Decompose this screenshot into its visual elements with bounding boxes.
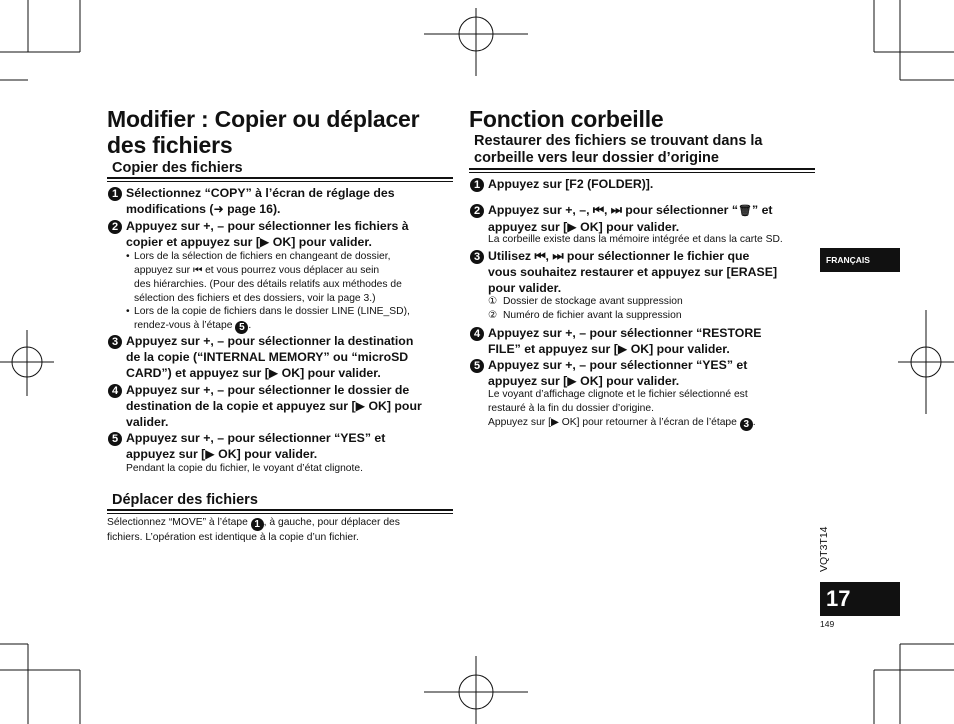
- right-step-5: [488, 357, 818, 389]
- restore-heading-rule: [469, 168, 815, 173]
- step-number-2: 2: [108, 220, 122, 234]
- left-step-3: [126, 333, 456, 381]
- left-step-3-line3: CARD”) et appuyez sur [▶ OK] pour valider.: [126, 366, 381, 380]
- left-step-3-line1: Appuyez sur +, – pour sélectionner la destination: [126, 334, 414, 348]
- page-number-tab: [820, 582, 900, 616]
- copy-heading-rule: [107, 177, 453, 182]
- right-step-3: [488, 248, 818, 296]
- left-title-line1: Modifier : Copier ou déplacer: [107, 106, 420, 132]
- move-heading-rule: [107, 509, 453, 514]
- right-step-5-note-line3: [488, 416, 818, 431]
- copy-heading: Copier des fichiers: [112, 160, 243, 176]
- circled-2: ②: [488, 310, 498, 321]
- right-step-3-line2: vous souhaitez restaurer et appuyez sur [ERASE]: [488, 265, 778, 279]
- right-step-2-line2: appuyez sur [▶ OK] pour valider.: [488, 220, 680, 234]
- language-tab-label: FRANÇAIS: [826, 255, 870, 265]
- right-step-2-text-b: ” et: [752, 203, 773, 217]
- left-step-5-line1: Appuyez sur +, – pour sélectionner “YES” et: [126, 431, 386, 445]
- right-step-number-2: 2: [470, 204, 484, 218]
- move-paragraph: [107, 516, 453, 545]
- right-step-4-line1: Appuyez sur +, – pour sélectionner “RESTORE: [488, 326, 762, 340]
- left-step-2-line2: copier et appuyez sur [▶ OK] pour valider.: [126, 235, 372, 249]
- move-heading: Déplacer des fichiers: [112, 492, 258, 508]
- right-step-number-1: 1: [470, 178, 484, 192]
- right-step-5-note-line1: Le voyant d’affichage clignote et le fichier sélectionné est: [488, 389, 748, 400]
- step-number-3: 3: [108, 335, 122, 349]
- right-step-2-note: La corbeille existe dans la mémoire intégrée et dans la carte SD.: [488, 234, 783, 245]
- right-step-4: [488, 325, 818, 357]
- right-step-5-note-line3-end: .: [752, 417, 756, 428]
- right-step-number-4: 4: [470, 327, 484, 341]
- bullet-2: • Lors de la copie de fichiers dans le dossier LINE (LINE_SD), rendez-vous à l’étape 5 .: [134, 305, 454, 334]
- left-step-1-line1: Sélectionnez “COPY” à l’écran de réglage des: [126, 186, 395, 200]
- bullet-1-line2: appuyez sur ⏮ et vous pourrez vous déplacer au sein: [134, 265, 380, 276]
- left-step-2-line1: Appuyez sur +, – pour sélectionner les fichiers à: [126, 219, 409, 233]
- move-paragraph-line1: [107, 516, 453, 531]
- bullet-1-line4: sélection des fichiers et des dossiers, voir la page 3.): [134, 293, 376, 304]
- right-step-number-3: 3: [470, 250, 484, 264]
- right-step-3-note-2: [488, 309, 683, 323]
- page-number: 17: [826, 586, 851, 611]
- total-page-number: 149: [820, 619, 835, 629]
- step-number-4: 4: [108, 384, 122, 398]
- right-step-number-5: 5: [470, 359, 484, 373]
- left-step-5-note: Pendant la copie du fichier, le voyant d’état clignote.: [126, 463, 363, 474]
- right-step-5-line1: Appuyez sur +, – pour sélectionner “YES” et: [488, 358, 748, 372]
- trash-icon: 🗑: [738, 205, 752, 217]
- step-number-1: 1: [108, 187, 122, 201]
- right-step-3-line3: pour valider.: [488, 281, 562, 295]
- left-title: [107, 106, 419, 158]
- move-paragraph-text-b: , à gauche, pour déplacer des: [263, 517, 400, 528]
- right-step-3-note-2-text: Numéro de fichier avant la suppression: [502, 310, 682, 321]
- move-paragraph-text-a: Sélectionnez “MOVE” à l’étape: [107, 517, 248, 528]
- bullet-2-line2-text: rendez-vous à l’étape: [134, 320, 233, 331]
- circled-1: ①: [488, 296, 498, 307]
- left-step-2: [126, 218, 456, 250]
- step-ref-5: 5: [235, 321, 248, 334]
- restore-heading: [474, 133, 763, 167]
- bullet-1-line3: des hiérarchies. (Pour des détails relatifs aux méthodes de: [134, 279, 402, 290]
- right-step-4-line2: FILE” et appuyez sur [▶ OK] pour valider.: [488, 342, 730, 356]
- right-step-3-line1: Utilisez ⏮, ⏭ pour sélectionner le fichier que: [488, 249, 750, 263]
- bullet-2-line1: Lors de la copie de fichiers dans le dossier LINE (LINE_SD),: [134, 306, 410, 317]
- left-step-3-line2: de la copie (“INTERNAL MEMORY” ou “microSD: [126, 350, 409, 364]
- right-step-3-notes: [488, 295, 683, 323]
- right-step-2: [488, 202, 818, 235]
- right-step-5-note-line3-text: Appuyez sur [▶ OK] pour retourner à l’écran de l’étape: [488, 417, 737, 428]
- left-step-4-line1: Appuyez sur +, – pour sélectionner le dossier de: [126, 383, 410, 397]
- left-step-5: [126, 430, 456, 462]
- language-tab: [820, 248, 900, 272]
- right-step-5-note: [488, 388, 818, 431]
- right-step-1: Appuyez sur [F2 (FOLDER)].: [488, 177, 654, 191]
- left-step-1: [126, 185, 456, 217]
- step-number-5: 5: [108, 432, 122, 446]
- left-step-4: [126, 382, 456, 430]
- right-step-3-note-1-text: Dossier de stockage avant suppression: [502, 296, 683, 307]
- move-paragraph-line2: fichiers. L’opération est identique à la copie d’un fichier.: [107, 532, 359, 543]
- right-step-3-note-1: [488, 295, 683, 309]
- right-step-2-line1: [488, 202, 818, 219]
- left-step-1-line2: modifications (➜ page 16).: [126, 202, 281, 216]
- right-step-2-text-a: Appuyez sur +, –, ⏮, ⏭ pour sélectionner “: [488, 203, 739, 217]
- restore-heading-line2: corbeille vers leur dossier d’origine: [474, 150, 719, 166]
- step-ref-1: 1: [251, 518, 264, 531]
- step-ref-3: 3: [740, 418, 753, 431]
- document-code: VQT3T14: [818, 526, 830, 572]
- bullet-2-line2: rendez-vous à l’étape 5 .: [134, 320, 252, 333]
- left-step-4-line2: destination de la copie et appuyez sur [▶ OK] pour: [126, 399, 422, 413]
- left-step-4-line3: valider.: [126, 415, 169, 429]
- right-title: Fonction corbeille: [469, 106, 664, 132]
- left-title-line2: des fichiers: [107, 132, 233, 158]
- restore-heading-line1: Restaurer des fichiers se trouvant dans la: [474, 133, 763, 149]
- right-step-5-line2: appuyez sur [▶ OK] pour valider.: [488, 374, 680, 388]
- bullet-1-line1: Lors de la sélection de fichiers en changeant de dossier,: [134, 251, 391, 262]
- bullet-1: • Lors de la sélection de fichiers en changeant de dossier, appuyez sur ⏮ et vous pourrez vous déplacer au sein des hiérarchies. (Pour des détails relatifs aux méthodes de sélection des fichiers et des dossiers, voir la page 3.): [134, 250, 454, 306]
- left-step-5-line2: appuyez sur [▶ OK] pour valider.: [126, 447, 318, 461]
- right-step-5-note-line2: restauré à la fin du dossier d’origine.: [488, 403, 654, 414]
